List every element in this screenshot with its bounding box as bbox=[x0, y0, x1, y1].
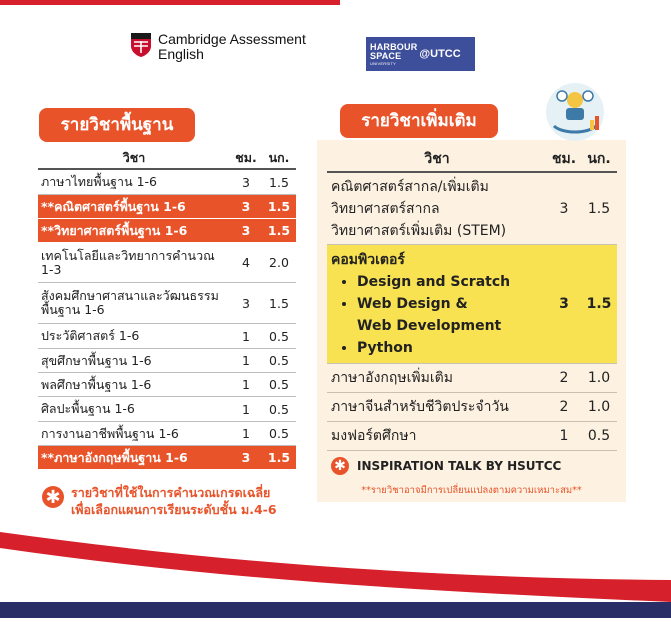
row-hours: 2 bbox=[559, 399, 569, 415]
row-subject: เทคโนโลยีและวิทยาการคำนวณ 1-3 bbox=[41, 247, 215, 277]
row-credits: 1.0 bbox=[587, 370, 611, 386]
row-subject: สังคมศึกษาศาสนาและวัฒนธรรมพื้นฐาน 1-6 bbox=[41, 288, 219, 317]
basic-subjects-table bbox=[38, 147, 296, 470]
table-row-highlight bbox=[38, 195, 296, 219]
bottom-wave-decoration bbox=[0, 520, 671, 632]
header-subject: วิชา bbox=[122, 149, 146, 165]
harbour-line1: HARBOUR bbox=[370, 41, 418, 52]
row-credits: 0.5 bbox=[269, 377, 289, 392]
gpa-note-line1: รายวิชาที่ใช้ในการคำนวณเกรดเฉลี่ย bbox=[71, 485, 271, 500]
row-subject-line3: วิทยาศาสตร์เพิ่มเติม (STEM) bbox=[331, 222, 507, 239]
row-subject: ภาษาไทยพื้นฐาน 1-6 bbox=[41, 174, 158, 189]
row-subject: การงานอาชีพพื้นฐาน 1-6 bbox=[41, 425, 179, 441]
table-header bbox=[327, 146, 617, 173]
header-hours: ชม. bbox=[551, 150, 577, 167]
row-credits: 1.5 bbox=[267, 199, 291, 214]
inspiration-talk bbox=[331, 457, 561, 475]
table-row bbox=[327, 364, 617, 393]
table-row bbox=[38, 243, 296, 283]
header-credits: นก. bbox=[587, 150, 611, 167]
row-subject: ภาษาจีนสำหรับชีวิตประจำวัน bbox=[331, 399, 509, 415]
row-credits: 1.5 bbox=[267, 223, 291, 238]
table-row bbox=[38, 422, 296, 446]
gpa-note bbox=[42, 484, 277, 518]
computer-item-web-a: Web Design & bbox=[357, 296, 468, 312]
header-hours: ชม. bbox=[235, 149, 257, 165]
table-row-highlight bbox=[38, 219, 296, 243]
row-hours: 4 bbox=[242, 255, 250, 270]
row-subject: **คณิตศาสตร์พื้นฐาน 1-6 bbox=[41, 198, 186, 214]
harbour-small: UNIVERSITY bbox=[370, 60, 397, 66]
top-red-bar bbox=[0, 0, 340, 5]
table-row bbox=[327, 173, 617, 245]
table-row bbox=[38, 283, 296, 324]
table-row bbox=[327, 422, 617, 451]
row-subject: ศิลปะพื้นฐาน 1-6 bbox=[41, 401, 135, 416]
row-subject: มงฟอร์ตศึกษา bbox=[331, 428, 417, 444]
computer-row bbox=[327, 245, 617, 364]
row-hours: 3 bbox=[241, 450, 251, 465]
row-hours: 1 bbox=[242, 401, 250, 417]
row-hours: 3 bbox=[559, 296, 569, 312]
row-hours: 1 bbox=[242, 377, 250, 392]
row-subject: สุขศึกษาพื้นฐาน 1-6 bbox=[41, 352, 152, 368]
cambridge-line2: English bbox=[158, 46, 204, 62]
table-row bbox=[38, 324, 296, 349]
row-hours: 3 bbox=[559, 200, 569, 217]
footnote: **รายวิชาอาจมีการเปลี่ยนแปลงตามความเหมาะสม** bbox=[361, 485, 582, 496]
education-illustration-icon bbox=[544, 82, 606, 142]
utcc-label: @UTCC bbox=[419, 48, 461, 60]
computer-item-python: • Python bbox=[357, 337, 547, 359]
additional-subjects-title: รายวิชาเพิ่มเติม bbox=[340, 104, 498, 138]
row-subject: **วิทยาศาสตร์พื้นฐาน 1-6 bbox=[41, 222, 188, 238]
harbour-line2: SPACE bbox=[370, 50, 402, 61]
cambridge-line1: Cambridge Assessment bbox=[158, 31, 306, 47]
table-row bbox=[38, 170, 296, 195]
row-subject: พลศึกษาพื้นฐาน 1-6 bbox=[41, 376, 152, 392]
row-credits: 1.5 bbox=[586, 296, 612, 312]
row-subject: ประวัติศาสตร์ 1-6 bbox=[41, 328, 140, 343]
computer-title: คอมพิวเตอร์ bbox=[331, 252, 405, 268]
table-row-highlight bbox=[38, 446, 296, 470]
harbour-space-logo bbox=[366, 37, 475, 71]
cambridge-shield-icon bbox=[130, 32, 152, 58]
row-subject: ภาษาอังกฤษเพิ่มเติม bbox=[331, 370, 453, 386]
row-hours: 3 bbox=[241, 223, 251, 238]
row-credits: 1.5 bbox=[267, 450, 291, 465]
table-row bbox=[38, 373, 296, 397]
inspiration-talk-text: INSPIRATION TALK BY HSUTCC bbox=[357, 459, 562, 473]
row-credits: 0.5 bbox=[587, 428, 611, 444]
asterisk-icon: ✱ bbox=[331, 457, 349, 475]
table-header bbox=[38, 147, 296, 170]
row-subject-line1: คณิตศาสตร์สากล/เพิ่มเติม bbox=[331, 178, 489, 195]
row-hours: 1 bbox=[559, 428, 569, 444]
row-credits: 1.5 bbox=[269, 295, 289, 311]
table-row bbox=[38, 397, 296, 422]
row-hours: 3 bbox=[241, 199, 251, 214]
row-hours: 3 bbox=[242, 295, 250, 311]
row-credits: 0.5 bbox=[269, 401, 289, 417]
header-credits: นก. bbox=[268, 149, 290, 165]
row-subject-line2: วิทยาศาสตร์สากล bbox=[331, 200, 440, 217]
table-row bbox=[327, 393, 617, 422]
row-hours: 3 bbox=[242, 174, 250, 190]
additional-subjects-table bbox=[327, 146, 617, 451]
row-hours: 2 bbox=[559, 370, 569, 386]
row-credits: 1.5 bbox=[269, 174, 289, 190]
table-row bbox=[38, 349, 296, 373]
computer-item-web-b: Web Development bbox=[357, 318, 502, 334]
row-hours: 1 bbox=[242, 328, 250, 344]
computer-item-web bbox=[357, 293, 547, 337]
row-credits: 0.5 bbox=[269, 426, 289, 441]
row-hours: 1 bbox=[242, 353, 250, 368]
row-credits: 0.5 bbox=[269, 328, 289, 344]
row-credits: 1.5 bbox=[587, 200, 611, 217]
row-credits: 1.0 bbox=[587, 399, 611, 415]
cambridge-logo bbox=[130, 32, 306, 62]
asterisk-icon: ✱ bbox=[42, 486, 64, 508]
basic-subjects-title: รายวิชาพื้นฐาน bbox=[39, 108, 195, 142]
row-credits: 2.0 bbox=[269, 255, 289, 270]
gpa-note-line2: เพื่อเลือกแผนการเรียนระดับชั้น ม.4-6 bbox=[71, 502, 277, 517]
computer-item-scratch: • Design and Scratch bbox=[357, 271, 547, 293]
row-credits: 0.5 bbox=[269, 353, 289, 368]
header-subject: วิชา bbox=[424, 150, 450, 167]
row-hours: 1 bbox=[242, 426, 250, 441]
row-subject: **ภาษาอังกฤษพื้นฐาน 1-6 bbox=[41, 449, 188, 465]
